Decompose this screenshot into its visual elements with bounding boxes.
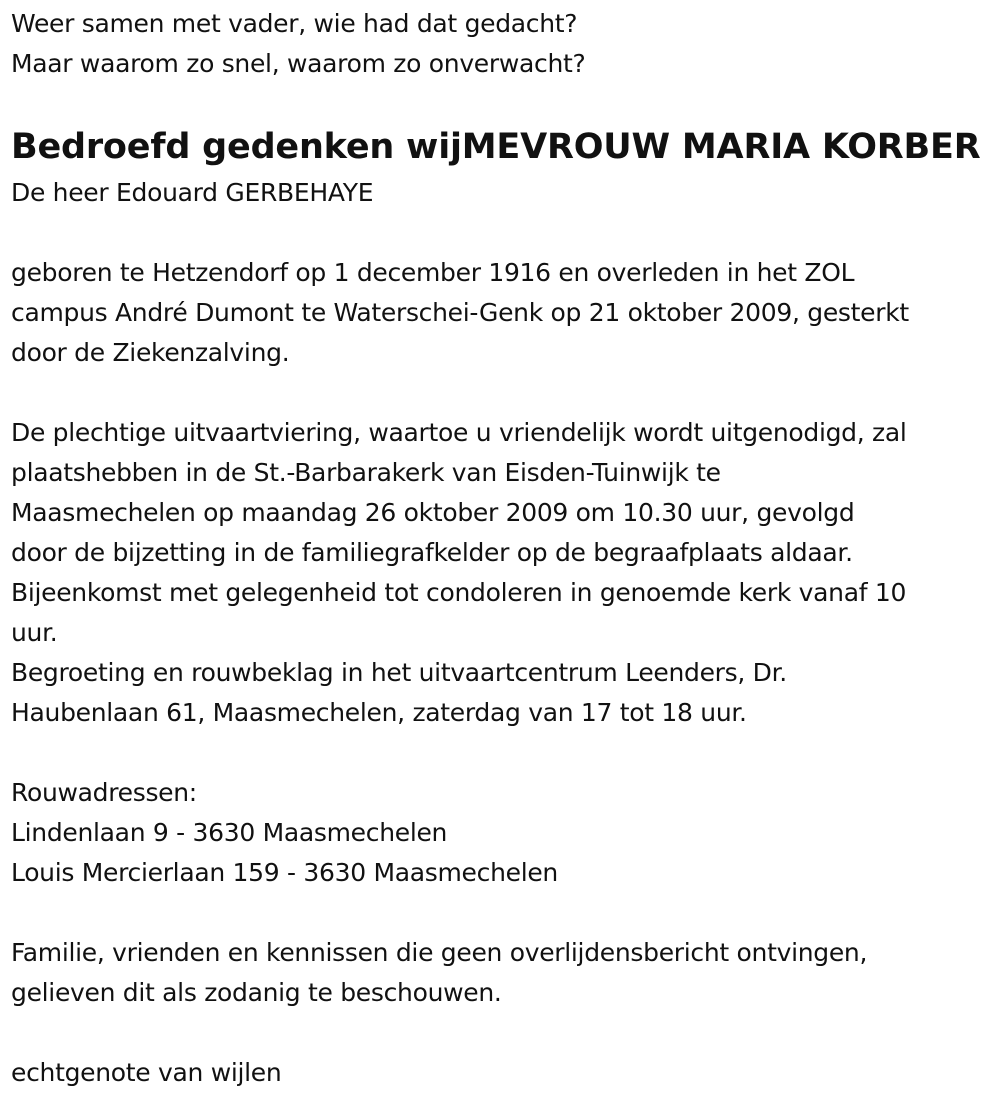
paragraph-line: gelieven dit als zodanig te beschouwen. (11, 978, 502, 1007)
funeral-paragraph (11, 413, 907, 733)
verse (11, 4, 586, 84)
paragraph-line: door de bijzetting in de familiegrafkelder op de begraafplaats aldaar. (11, 538, 853, 567)
address-line: Lindenlaan 9 - 3630 Maasmechelen (11, 818, 448, 847)
paragraph-line: uur. (11, 618, 58, 647)
closing-block (11, 1053, 281, 1093)
paragraph-line: Haubenlaan 61, Maasmechelen, zaterdag van 17 tot 18 uur. (11, 698, 747, 727)
paragraph-line: Bijeenkomst met gelegenheid tot condoleren in genoemde kerk vanaf 10 (11, 578, 907, 607)
paragraph-line: Maasmechelen op maandag 26 oktober 2009 om 10.30 uur, gevolgd (11, 498, 855, 527)
paragraph-line: Begroeting en rouwbeklag in het uitvaartcentrum Leenders, Dr. (11, 658, 787, 687)
paragraph-line: geboren te Hetzendorf op 1 december 1916 en overleden in het ZOL (11, 258, 855, 287)
obituary-heading: Bedroefd gedenken wijMEVROUW MARIA KORBER (11, 127, 981, 167)
verse-line: Weer samen met vader, wie had dat gedacht? (11, 9, 578, 38)
spouse-block (11, 173, 373, 213)
addresses-label: Rouwadressen: (11, 778, 197, 807)
paragraph-line: plaatshebben in de St.-Barbarakerk van Eisden-Tuinwijk te (11, 458, 721, 487)
paragraph-line: campus André Dumont te Waterschei-Genk op 21 oktober 2009, gesterkt (11, 298, 909, 327)
paragraph-line: Familie, vrienden en kennissen die geen overlijdensbericht ontvingen, (11, 938, 868, 967)
addresses-block (11, 773, 558, 893)
spouse-line: De heer Edouard GERBEHAYE (11, 178, 374, 207)
verse-line: Maar waarom zo snel, waarom zo onverwacht? (11, 49, 586, 78)
address-line: Louis Mercierlaan 159 - 3630 Maasmechelen (11, 858, 558, 887)
notice-paragraph (11, 933, 867, 1013)
paragraph-line: door de Ziekenzalving. (11, 338, 290, 367)
closing-line: echtgenote van wijlen (11, 1058, 282, 1087)
birth-death-paragraph (11, 253, 909, 373)
paragraph-line: De plechtige uitvaartviering, waartoe u vriendelijk wordt uitgenodigd, zal (11, 418, 907, 447)
